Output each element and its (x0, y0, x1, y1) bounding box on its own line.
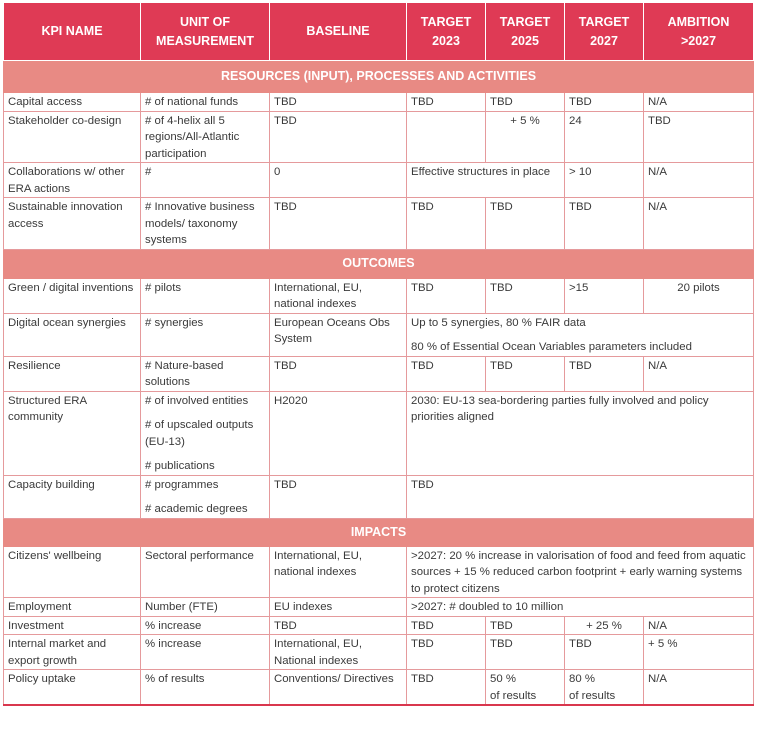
target-2027: + 25 % (565, 616, 644, 635)
target-2027: TBD (565, 198, 644, 250)
header-unit: UNIT OF MEASUREMENT (141, 3, 270, 61)
table-row (4, 635, 754, 670)
baseline: International, EU, National indexes (270, 635, 407, 670)
kpi-name: Investment (4, 616, 141, 635)
baseline: European Oceans Obs System (270, 313, 407, 356)
target-2023: TBD (407, 670, 486, 706)
unit-line: # publications (145, 460, 215, 472)
unit-line: # programmes (145, 478, 219, 491)
baseline: EU indexes (270, 598, 407, 617)
table-row (4, 356, 754, 391)
unit: # synergies (141, 313, 270, 356)
kpi-name: Green / digital inventions (4, 278, 141, 313)
target-value-unit: of results (569, 689, 616, 702)
table-row (4, 163, 754, 198)
kpi-name: Structured ERA community (4, 391, 141, 475)
unit: # (141, 163, 270, 198)
baseline: TBD (270, 93, 407, 112)
baseline: TBD (270, 198, 407, 250)
kpi-name: Collaborations w/ other ERA actions (4, 163, 141, 198)
targets-merged: TBD (407, 475, 754, 518)
baseline: TBD (270, 475, 407, 518)
section-title: OUTCOMES (4, 249, 754, 278)
unit (141, 391, 270, 475)
targets-line: 80 % of Essential Ocean Variables parameters included (411, 341, 692, 353)
section-title: IMPACTS (4, 518, 754, 546)
target-2025: TBD (486, 93, 565, 112)
target-2027: TBD (565, 93, 644, 112)
target-2023: TBD (407, 198, 486, 250)
ambition: N/A (644, 93, 754, 112)
unit: # Nature-based solutions (141, 356, 270, 391)
ambition: N/A (644, 670, 754, 706)
kpi-name: Policy uptake (4, 670, 141, 706)
kpi-name: Digital ocean synergies (4, 313, 141, 356)
baseline: 0 (270, 163, 407, 198)
baseline: TBD (270, 616, 407, 635)
target-2025: TBD (486, 356, 565, 391)
header-target-2027: TARGET 2027 (565, 3, 644, 61)
unit: Sectoral performance (141, 546, 270, 598)
kpi-name: Citizens' wellbeing (4, 546, 141, 598)
baseline: Conventions/ Directives (270, 670, 407, 706)
ambition: N/A (644, 356, 754, 391)
target-2027: 24 (565, 111, 644, 163)
header-target-2025: TARGET 2025 (486, 3, 565, 61)
unit: # pilots (141, 278, 270, 313)
section-title: RESOURCES (INPUT), PROCESSES AND ACTIVITIES (4, 61, 754, 93)
target-2027: TBD (565, 356, 644, 391)
header-kpi-name: KPI NAME (4, 3, 141, 61)
table-row (4, 391, 754, 475)
target-2025: TBD (486, 198, 565, 250)
ambition: N/A (644, 616, 754, 635)
header-row (4, 3, 754, 61)
table-row (4, 670, 754, 706)
targets-merged: >2027: # doubled to 10 million (407, 598, 754, 617)
table-row (4, 198, 754, 250)
unit: Number (FTE) (141, 598, 270, 617)
target-2025: TBD (486, 278, 565, 313)
table-row (4, 111, 754, 163)
target-value: 50 % (490, 673, 516, 685)
target-2025: TBD (486, 616, 565, 635)
table-row (4, 278, 754, 313)
table-row (4, 93, 754, 112)
target-2025: TBD (486, 635, 565, 670)
unit (141, 475, 270, 518)
unit: % increase (141, 635, 270, 670)
unit: # Innovative business models/ taxonomy systems (141, 198, 270, 250)
targets-merged (407, 313, 754, 356)
table-row (4, 616, 754, 635)
target-2027 (565, 670, 644, 706)
section-resources (4, 61, 754, 93)
target-2023 (407, 111, 486, 163)
kpi-name: Sustainable innovation access (4, 198, 141, 250)
target-2023: TBD (407, 635, 486, 670)
targets-line: Up to 5 synergies, 80 % FAIR data (411, 316, 586, 329)
section-outcomes (4, 249, 754, 278)
target-2023: TBD (407, 616, 486, 635)
target-2025: + 5 % (486, 111, 565, 163)
ambition: + 5 % (644, 635, 754, 670)
kpi-name: Resilience (4, 356, 141, 391)
kpi-name: Internal market and export growth (4, 635, 141, 670)
header-baseline: BASELINE (270, 3, 407, 61)
ambition: N/A (644, 198, 754, 250)
baseline: TBD (270, 111, 407, 163)
unit-line: # of involved entities (145, 394, 249, 407)
kpi-name: Employment (4, 598, 141, 617)
targets-merged: >2027: 20 % increase in valorisation of food and feed from aquatic sources + 15 % reduced carbon footprint + early warning systems to protect citizens (407, 546, 754, 598)
baseline: International, EU, national indexes (270, 546, 407, 598)
targets-merged: 2030: EU-13 sea-bordering parties fully involved and policy priorities aligned (407, 391, 754, 475)
table-row (4, 475, 754, 518)
target-2025 (486, 670, 565, 706)
ambition: 20 pilots (644, 278, 754, 313)
baseline: TBD (270, 356, 407, 391)
target-2027: >15 (565, 278, 644, 313)
baseline: International, EU, national indexes (270, 278, 407, 313)
table-row (4, 313, 754, 356)
target-value-unit: of results (490, 689, 537, 702)
unit-line: # of upscaled outputs (EU-13) (145, 419, 254, 448)
target-2023-2025: Effective structures in place (407, 163, 565, 198)
kpi-table (3, 3, 754, 706)
kpi-name: Capacity building (4, 475, 141, 518)
target-2023: TBD (407, 93, 486, 112)
baseline: H2020 (270, 391, 407, 475)
header-target-2023: TARGET 2023 (407, 3, 486, 61)
section-impacts (4, 518, 754, 546)
ambition: N/A (644, 163, 754, 198)
unit: % of results (141, 670, 270, 706)
table-row (4, 598, 754, 617)
unit-line: # academic degrees (145, 503, 248, 515)
kpi-name: Stakeholder co-design (4, 111, 141, 163)
target-value: 80 % (569, 673, 595, 685)
target-2027: TBD (565, 635, 644, 670)
unit: # of 4-helix all 5 regions/All-Atlantic participation (141, 111, 270, 163)
target-2027: > 10 (565, 163, 644, 198)
target-2023: TBD (407, 356, 486, 391)
kpi-name: Capital access (4, 93, 141, 112)
ambition: TBD (644, 111, 754, 163)
header-ambition: AMBITION >2027 (644, 3, 754, 61)
target-2023: TBD (407, 278, 486, 313)
unit: % increase (141, 616, 270, 635)
table-row (4, 546, 754, 598)
unit: # of national funds (141, 93, 270, 112)
